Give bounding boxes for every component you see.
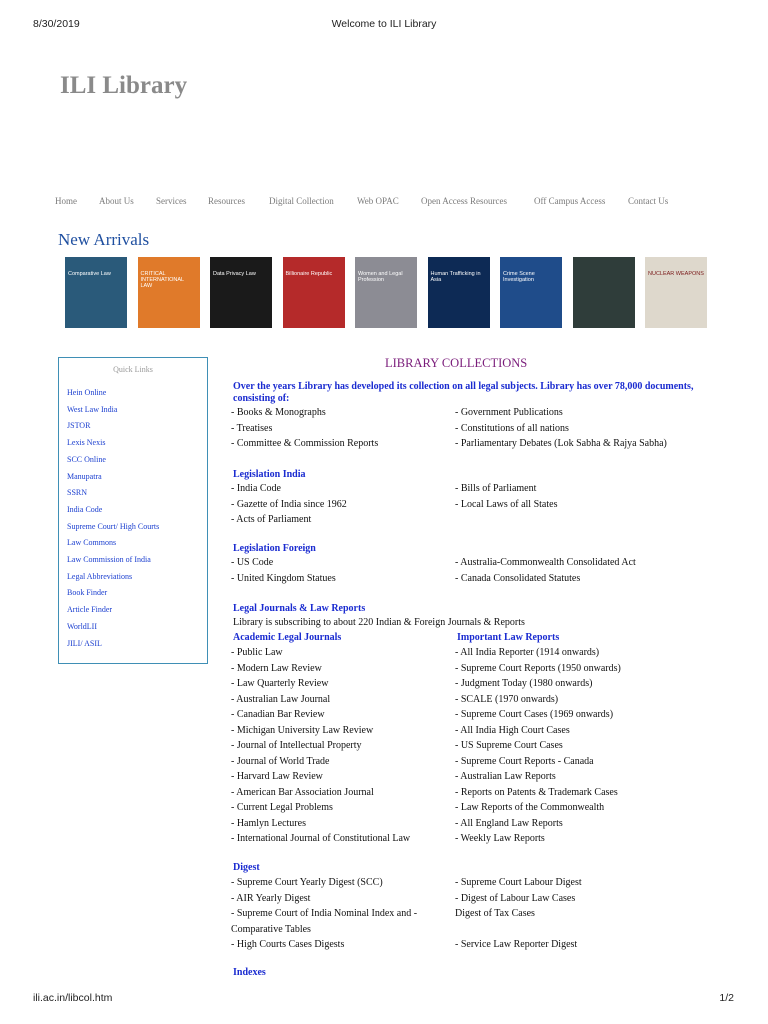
book-cover[interactable]	[210, 257, 272, 328]
legislation-india-heading: Legislation India	[233, 469, 306, 480]
quick-link-worldlii[interactable]: WorldLII	[67, 621, 98, 631]
journal-item: - Australian Law Journal	[231, 693, 331, 705]
indexes-heading: Indexes	[233, 967, 266, 978]
legislation-item: - Bills of Parliament	[455, 483, 537, 494]
library-collections-title: LIBRARY COLLECTIONS	[385, 356, 528, 370]
digest-heading: Digest	[233, 862, 260, 873]
journal-item: - Public Law	[231, 647, 283, 658]
quick-link-jstor[interactable]: JSTOR	[67, 421, 91, 431]
nav-link-open-access-resources[interactable]: Open Access Resources	[421, 196, 507, 206]
quick-link-law-commons[interactable]: Law Commons	[67, 538, 117, 548]
quick-link-hein-online[interactable]: Hein Online	[67, 388, 107, 397]
digest-item: - Digest of Labour Law Cases	[455, 892, 576, 904]
quick-link-lexis-nexis[interactable]: Lexis Nexis	[67, 438, 106, 448]
collection-item: - Constitutions of all nations	[455, 422, 569, 434]
quick-link-law-commission-of-india[interactable]: Law Commission of India	[67, 555, 151, 564]
book-cover[interactable]	[355, 257, 417, 328]
digest-item: - High Courts Cases Digests	[231, 939, 345, 950]
legislation-item: - United Kingdom Statues	[231, 572, 336, 584]
journal-item: - Modern Law Review	[231, 662, 322, 674]
print-url: ili.ac.in/libcol.htm	[33, 992, 113, 1004]
legislation-item: - Local Laws of all States	[455, 498, 558, 510]
journal-item: - Hamlyn Lectures	[231, 817, 306, 829]
quick-link-west-law-india[interactable]: West Law India	[67, 404, 118, 414]
law-report-item: - Reports on Patents & Trademark Cases	[455, 786, 618, 798]
collection-item: - Parliamentary Debates (Lok Sabha & Rajya Sabha)	[455, 438, 667, 449]
book-cover-title: Women and Legal Profession	[358, 271, 403, 284]
nav-link-digital-collection[interactable]: Digital Collection	[269, 196, 334, 206]
quick-link-supreme-court-high-courts[interactable]: Supreme Court/ High Courts	[67, 521, 160, 531]
book-cover[interactable]	[138, 257, 200, 328]
journal-item: - Journal of World Trade	[231, 755, 330, 767]
legislation-item: - Gazette of India since 1962	[231, 498, 347, 510]
book-cover[interactable]	[65, 257, 127, 328]
journals-subtitle: Library is subscribing to about 220 Indian & Foreign Journals & Reports	[233, 617, 525, 628]
collection-item: - Committee & Commission Reports	[231, 438, 379, 449]
law-report-item: - SCALE (1970 onwards)	[455, 693, 559, 705]
book-cover-title: Data Privacy Law	[213, 271, 256, 277]
collection-item: - Books & Monographs	[231, 407, 326, 418]
print-page-number: 1/2	[719, 992, 734, 1004]
quick-link-manupatra[interactable]: Manupatra	[67, 471, 102, 481]
journals-heading: Legal Journals & Law Reports	[233, 603, 366, 614]
book-cover-title: Comparative Law	[68, 271, 111, 277]
digest-item: - Supreme Court Labour Digest	[455, 877, 582, 888]
law-report-item: - Supreme Court Reports (1950 onwards)	[455, 662, 621, 674]
legislation-item: - Canada Consolidated Statutes	[455, 572, 581, 584]
journal-item: - Michigan University Law Review	[231, 724, 374, 736]
journal-item: - Harvard Law Review	[231, 771, 323, 782]
quick-link-scc-online[interactable]: SCC Online	[67, 454, 106, 464]
book-cover-title: CRITICAL INTERNATIONAL LAW	[140, 271, 184, 290]
legislation-item: - India Code	[231, 483, 281, 494]
print-page-title: Welcome to ILI Library	[331, 18, 437, 30]
print-date: 8/30/2019	[33, 18, 80, 30]
nav-link-off-campus-access[interactable]: Off Campus Access	[534, 196, 606, 206]
book-cover[interactable]	[645, 257, 707, 328]
law-report-item: - Australian Law Reports	[455, 771, 556, 782]
law-report-item: - Supreme Court Cases (1969 onwards)	[455, 709, 614, 720]
law-report-item: - Judgment Today (1980 onwards)	[455, 678, 593, 689]
journal-item: - Law Quarterly Review	[231, 678, 329, 689]
digest-item: - Supreme Court Yearly Digest (SCC)	[231, 877, 383, 888]
book-cover-title: Billionaire Republic	[285, 271, 333, 277]
book-cover[interactable]	[500, 257, 562, 328]
digest-item: - AIR Yearly Digest	[231, 892, 311, 904]
law-report-item: - Law Reports of the Commonwealth	[455, 802, 605, 813]
legislation-foreign-heading: Legislation Foreign	[233, 543, 316, 554]
law-report-item: - US Supreme Court Cases	[455, 740, 563, 751]
quick-link-book-finder[interactable]: Book Finder	[67, 588, 108, 598]
law-report-item: - All India Reporter (1914 onwards)	[455, 647, 600, 658]
book-cover[interactable]	[283, 257, 345, 328]
digest-item: Comparative Tables	[231, 923, 311, 935]
collection-item: - Treatises	[231, 422, 273, 434]
quick-link-ssrn[interactable]: SSRN	[67, 488, 88, 498]
law-report-item: - Weekly Law Reports	[455, 833, 545, 844]
nav-link-contact-us[interactable]: Contact Us	[628, 196, 669, 206]
nav-link-home[interactable]: Home	[55, 196, 77, 206]
book-cover-title: Human Trafficking in Asia	[430, 271, 481, 284]
law-reports-heading: Important Law Reports	[457, 632, 560, 643]
digest-item: Digest of Tax Cases	[455, 908, 535, 919]
new-arrivals-heading: New Arrivals	[58, 230, 150, 249]
collections-intro: Over the years Library has developed its collection on all legal subjects. Library has over 78,000 documents, consisting of:	[233, 381, 694, 404]
book-cover[interactable]	[428, 257, 490, 328]
digest-item: - Supreme Court of India Nominal Index and -	[231, 908, 418, 919]
journal-item: - Journal of Intellectual Property	[231, 740, 362, 751]
collection-item: - Government Publications	[455, 407, 563, 418]
site-title[interactable]: ILI Library	[60, 72, 188, 99]
nav-link-about-us[interactable]: About Us	[99, 196, 134, 206]
book-cover-title: NUCLEAR WEAPONS	[648, 271, 704, 277]
journal-item: - Current Legal Problems	[231, 802, 333, 813]
nav-link-services[interactable]: Services	[156, 196, 187, 206]
nav-link-resources[interactable]: Resources	[208, 196, 245, 206]
law-report-item: - Supreme Court Reports - Canada	[455, 755, 594, 767]
journal-item: - Canadian Bar Review	[231, 709, 325, 720]
journal-item: - American Bar Association Journal	[231, 786, 374, 798]
academic-journals-heading: Academic Legal Journals	[233, 632, 342, 643]
quick-link-legal-abbreviations[interactable]: Legal Abbreviations	[67, 571, 133, 581]
book-cover-title: Crime Scene Investigation	[503, 271, 535, 284]
law-report-item: - All India High Court Cases	[455, 724, 570, 736]
digest-item: - Service Law Reporter Digest	[455, 939, 578, 950]
quick-links-title: Quick Links	[113, 365, 153, 374]
legislation-item: - US Code	[231, 557, 274, 568]
law-report-item: - All England Law Reports	[455, 817, 563, 829]
book-cover[interactable]	[573, 257, 635, 328]
quick-link-article-finder[interactable]: Article Finder	[67, 605, 113, 615]
quick-links-panel	[58, 357, 208, 664]
quick-link-jili-asil[interactable]: JILI/ ASIL	[67, 638, 102, 648]
quick-link-india-code[interactable]: India Code	[67, 504, 103, 514]
legislation-item: - Australia-Commonwealth Consolidated Act	[455, 557, 636, 568]
journal-item: - International Journal of Constitutional Law	[231, 833, 411, 844]
nav-link-web-opac[interactable]: Web OPAC	[357, 196, 399, 206]
legislation-item: - Acts of Parliament	[231, 514, 312, 525]
